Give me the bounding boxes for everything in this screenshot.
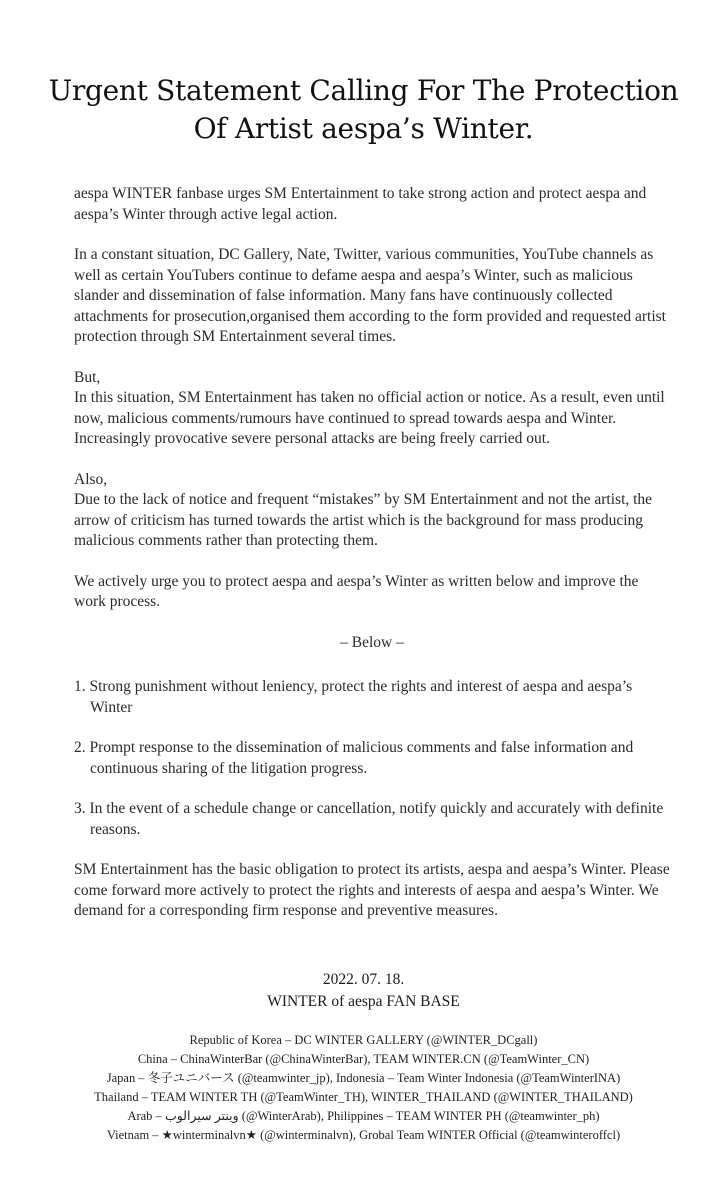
paragraph-also-text: Due to the lack of notice and frequent “mistakes” by SM Entertainment and not the artist, the arrow of criticism has turned towards the artist which is the background for mass producing malicious comments rather than protecting them. bbox=[74, 491, 653, 549]
credit-line-japan-indonesia: Japan – 冬子ユニバース (@teamwinter_jp), Indonesia – Team Winter Indonesia (@TeamWinterINA) bbox=[106, 1071, 621, 1085]
title-line-2: Of Artist aespa’s Winter. bbox=[193, 112, 534, 145]
paragraph-urge: We actively urge you to protect aespa and aespa’s Winter as written below and improve the work process. bbox=[74, 572, 639, 610]
credit-line-korea: Republic of Korea – DC WINTER GALLERY (@WINTER_DCgall) bbox=[189, 1033, 538, 1047]
request-item-3: 3. In the event of a schedule change or cancellation, notify quickly and accurately with definite reasons. bbox=[74, 800, 664, 838]
request-item-1: 1. Strong punishment without leniency, protect the rights and interest of aespa and aespa’s Winter bbox=[74, 678, 633, 716]
fanbase-name: WINTER of aespa FAN BASE bbox=[267, 993, 460, 1010]
credit-line-thailand: Thailand – TEAM WINTER TH (@TeamWinter_TH), WINTER_THAILAND (@WINTER_THAILAND) bbox=[94, 1090, 633, 1104]
lead-in-also: Also, bbox=[74, 470, 108, 488]
below-heading: – Below – bbox=[340, 633, 404, 651]
closing-paragraph: SM Entertainment has the basic obligation to protect its artists, aespa and aespa’s Winter. Please come forward more actively to protect the rights and interests of aespa and aespa’s Winter. We demand for a corresponding firm response and preventive measures. bbox=[74, 861, 670, 919]
paragraph-also bbox=[74, 470, 670, 552]
paragraph-situation: In a constant situation, DC Gallery, Nate, Twitter, various communities, YouTube channels as well as certain YouTubers continue to defame aespa and aespa’s Winter, such as malicious slander and dissemination of false information. Many fans have continuously collected attachments for prosecution,organised them according to the form provided and requested artist protection through SM Entertainment several times. bbox=[74, 246, 666, 345]
paragraph-intro: aespa WINTER fanbase urges SM Entertainment to take strong action and protect aespa and aespa’s Winter through active legal action. bbox=[74, 185, 647, 223]
statement-body bbox=[74, 184, 670, 942]
statement-title bbox=[0, 72, 727, 148]
title-line-1: Urgent Statement Calling For The Protection bbox=[48, 74, 679, 107]
lead-in-but: But, bbox=[74, 368, 101, 386]
statement-date: 2022. 07. 18. bbox=[322, 971, 405, 988]
paragraph-but bbox=[74, 368, 670, 450]
credit-line-china: China – ChinaWinterBar (@ChinaWinterBar), TEAM WINTER.CN (@TeamWinter_CN) bbox=[137, 1052, 590, 1066]
paragraph-but-text: In this situation, SM Entertainment has taken no official action or notice. As a result, even until now, malicious comments/rumours have continued to spread towards aespa and Winter. Increasingly provocative severe personal attacks are being freely carried out. bbox=[74, 389, 665, 447]
signature-block bbox=[0, 969, 727, 1145]
credit-line-vietnam-global: Vietnam – ★winterminalvn★ (@winterminalvn), Grobal Team WINTER Official (@teamwinteroffcl) bbox=[106, 1128, 621, 1142]
credit-line-arab-philippines: Arab – وينتر سيرالوب (@WinterArab), Philippines – TEAM WINTER PH (@teamwinter_ph) bbox=[127, 1109, 600, 1123]
request-item-2: 2. Prompt response to the dissemination of malicious comments and false information and continuous sharing of the litigation progress. bbox=[74, 739, 634, 777]
